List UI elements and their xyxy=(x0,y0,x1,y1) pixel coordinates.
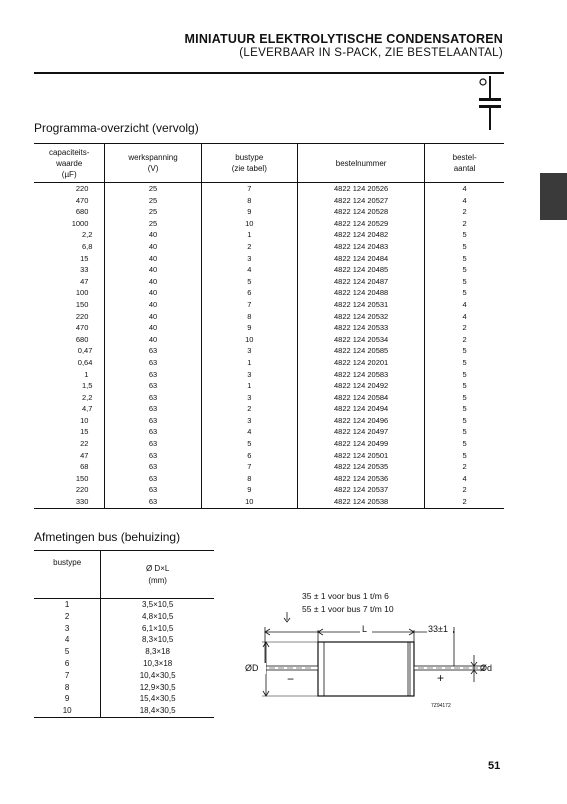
cell-voltage: 63 xyxy=(105,450,201,462)
cell-order-quantity: 5 xyxy=(425,253,504,265)
cell-case-type: 5 xyxy=(201,276,297,288)
table-row xyxy=(34,345,504,357)
cell-order-quantity: 5 xyxy=(425,369,504,381)
cell-case-type: 3 xyxy=(201,253,297,265)
dimensions-table xyxy=(34,550,214,718)
cell-capacitance: 0,47 xyxy=(77,346,93,356)
cell-capacitance: 1 xyxy=(84,369,89,379)
table-row xyxy=(34,426,504,438)
cell-order-number: 4822 124 20534 xyxy=(297,334,424,346)
table-row xyxy=(34,623,214,635)
cell-capacitance: 10 xyxy=(80,415,89,425)
cell-bustype: 6 xyxy=(64,658,70,668)
dim-label-33: 33±1 xyxy=(428,624,448,634)
cell-voltage: 63 xyxy=(105,357,201,369)
cell-order-number: 4822 124 20537 xyxy=(297,484,424,496)
cell-case-type: 9 xyxy=(201,322,297,334)
cell-order-quantity: 5 xyxy=(425,276,504,288)
col-dimensions: Ø D×L (mm) xyxy=(101,551,214,599)
cell-voltage: 40 xyxy=(105,241,201,253)
cell-dimensions: 10,4×30,5 xyxy=(101,670,214,682)
cell-capacitance: 470 xyxy=(75,195,89,205)
program-table xyxy=(34,143,504,509)
cell-voltage: 63 xyxy=(105,473,201,485)
cell-order-number: 4822 124 20494 xyxy=(297,403,424,415)
cell-capacitance: 47 xyxy=(80,276,89,286)
col-order-number: bestelnummer xyxy=(297,144,424,183)
page-title: MINIATUUR ELEKTROLYTISCHE CONDENSATOREN xyxy=(184,32,503,46)
cell-capacitance: 470 xyxy=(75,323,89,333)
table-row xyxy=(34,218,504,230)
header-rule xyxy=(34,72,504,74)
section-heading-program: Programma-overzicht (vervolg) xyxy=(34,121,199,135)
cell-voltage: 25 xyxy=(105,206,201,218)
drawing-code: 7Z94172 xyxy=(431,703,451,709)
cell-capacitance: 100 xyxy=(75,288,89,298)
cell-case-type: 1 xyxy=(201,357,297,369)
cell-capacitance: 68 xyxy=(80,462,89,472)
table-row xyxy=(34,392,504,404)
cell-order-number: 4822 124 20201 xyxy=(297,357,424,369)
drawing-note-2: 55 ± 1 voor bus 7 t/m 10 xyxy=(302,604,394,614)
cell-voltage: 25 xyxy=(105,195,201,207)
cell-order-number: 4822 124 20488 xyxy=(297,287,424,299)
cell-order-number: 4822 124 20529 xyxy=(297,218,424,230)
table-row xyxy=(34,264,504,276)
cell-order-quantity: 2 xyxy=(425,484,504,496)
cell-order-quantity: 4 xyxy=(425,311,504,323)
cell-order-number: 4822 124 20501 xyxy=(297,450,424,462)
cell-order-number: 4822 124 20485 xyxy=(297,264,424,276)
cell-voltage: 63 xyxy=(105,496,201,508)
polarity-plus: + xyxy=(437,671,445,685)
cell-order-quantity: 4 xyxy=(425,195,504,207)
cell-order-quantity: 5 xyxy=(425,426,504,438)
cell-case-type: 9 xyxy=(201,206,297,218)
cell-order-number: 4822 124 20532 xyxy=(297,311,424,323)
cell-order-number: 4822 124 20536 xyxy=(297,473,424,485)
cell-case-type: 4 xyxy=(201,426,297,438)
cell-order-quantity: 5 xyxy=(425,392,504,404)
cell-voltage: 40 xyxy=(105,276,201,288)
cell-order-number: 4822 124 20482 xyxy=(297,229,424,241)
cell-order-number: 4822 124 20487 xyxy=(297,276,424,288)
cell-case-type: 1 xyxy=(201,380,297,392)
cell-bustype: 10 xyxy=(34,705,101,717)
table-row xyxy=(34,380,504,392)
cell-capacitance: 0,64 xyxy=(77,357,93,367)
table-row xyxy=(34,484,504,496)
cell-bustype: 3 xyxy=(64,623,70,633)
cell-order-number: 4822 124 20538 xyxy=(297,496,424,508)
cell-order-quantity: 2 xyxy=(425,334,504,346)
cell-capacitance: 150 xyxy=(75,473,89,483)
cell-order-quantity: 5 xyxy=(425,438,504,450)
cell-voltage: 40 xyxy=(105,299,201,311)
table-row xyxy=(34,634,214,646)
cell-bustype: 4 xyxy=(64,635,70,645)
cell-order-quantity: 2 xyxy=(425,496,504,508)
cell-order-number: 4822 124 20584 xyxy=(297,392,424,404)
cell-dimensions: 8,3×18 xyxy=(101,646,214,658)
cell-capacitance: 22 xyxy=(80,439,89,449)
cell-voltage: 25 xyxy=(105,183,201,195)
cell-capacitance: 2,2 xyxy=(81,392,93,402)
cell-dimensions: 12,9×30,5 xyxy=(101,682,214,694)
cell-order-quantity: 5 xyxy=(425,241,504,253)
cell-capacitance: 15 xyxy=(80,427,89,437)
table-row xyxy=(34,611,214,623)
cell-case-type: 3 xyxy=(201,392,297,404)
col-voltage: werkspanning (V) xyxy=(105,144,201,183)
cell-voltage: 40 xyxy=(105,311,201,323)
cell-capacitance: 2,2 xyxy=(81,230,93,240)
cell-dimensions: 4,8×10,5 xyxy=(101,611,214,623)
table-row xyxy=(34,599,214,611)
table-row xyxy=(34,183,504,195)
thumb-tab-marker xyxy=(540,173,567,220)
cell-case-type: 7 xyxy=(201,299,297,311)
cell-bustype: 1 xyxy=(64,600,70,609)
section-heading-dimensions: Afmetingen bus (behuizing) xyxy=(34,530,181,544)
cell-case-type: 6 xyxy=(201,450,297,462)
cell-case-type: 8 xyxy=(201,311,297,323)
cell-order-number: 4822 124 20585 xyxy=(297,345,424,357)
cell-voltage: 40 xyxy=(105,287,201,299)
col-bustype: bustype xyxy=(34,551,101,599)
cell-voltage: 63 xyxy=(105,369,201,381)
table-row xyxy=(34,276,504,288)
cell-case-type: 10 xyxy=(201,218,297,230)
cell-voltage: 63 xyxy=(105,345,201,357)
cell-dimensions: 10,3×18 xyxy=(101,658,214,670)
table-row xyxy=(34,461,504,473)
page-subtitle: (LEVERBAAR IN S-PACK, ZIE BESTELAANTAL) xyxy=(239,47,503,59)
table-row xyxy=(34,403,504,415)
cell-voltage: 63 xyxy=(105,461,201,473)
cell-voltage: 63 xyxy=(105,392,201,404)
cell-case-type: 8 xyxy=(201,195,297,207)
cell-case-type: 10 xyxy=(201,334,297,346)
cell-voltage: 40 xyxy=(105,229,201,241)
cell-case-type: 2 xyxy=(201,241,297,253)
table-row xyxy=(34,311,504,323)
cell-voltage: 25 xyxy=(105,218,201,230)
table-row xyxy=(34,334,504,346)
cell-voltage: 63 xyxy=(105,380,201,392)
cell-dimensions: 8,3×10,5 xyxy=(101,634,214,646)
table-row xyxy=(34,415,504,427)
polarity-minus: − xyxy=(287,672,295,686)
cell-order-number: 4822 124 20497 xyxy=(297,426,424,438)
cell-capacitance: 1,5 xyxy=(81,381,93,391)
table-row xyxy=(34,682,214,694)
cell-voltage: 40 xyxy=(105,253,201,265)
cell-order-quantity: 4 xyxy=(425,183,504,195)
col-case-type: bustype (zie tabel) xyxy=(201,144,297,183)
cell-order-number: 4822 124 20496 xyxy=(297,415,424,427)
table-row xyxy=(34,496,504,508)
cell-order-quantity: 4 xyxy=(425,473,504,485)
table-row xyxy=(34,299,504,311)
cell-order-quantity: 5 xyxy=(425,415,504,427)
cell-order-quantity: 5 xyxy=(425,229,504,241)
table-row xyxy=(34,670,214,682)
cell-bustype: 5 xyxy=(64,647,70,657)
drawing-note-1: 35 ± 1 voor bus 1 t/m 6 xyxy=(302,591,389,601)
table-row xyxy=(34,693,214,705)
cell-order-number: 4822 124 20484 xyxy=(297,253,424,265)
cell-capacitance: 220 xyxy=(75,311,89,321)
cell-voltage: 63 xyxy=(105,415,201,427)
cell-bustype: 8 xyxy=(64,682,70,692)
table-row xyxy=(34,369,504,381)
cell-case-type: 3 xyxy=(201,369,297,381)
table-row xyxy=(34,357,504,369)
cell-order-quantity: 2 xyxy=(425,322,504,334)
cell-capacitance: 150 xyxy=(75,299,89,309)
table-row xyxy=(34,322,504,334)
cell-bustype: 7 xyxy=(64,670,70,680)
cell-order-number: 4822 124 20499 xyxy=(297,438,424,450)
cell-dimensions: 3,5×10,5 xyxy=(101,599,214,611)
cell-order-quantity: 5 xyxy=(425,380,504,392)
table-row xyxy=(34,450,504,462)
table-row xyxy=(34,195,504,207)
cell-order-quantity: 5 xyxy=(425,450,504,462)
cell-bustype: 2 xyxy=(64,611,70,621)
cell-case-type: 9 xyxy=(201,484,297,496)
cell-voltage: 40 xyxy=(105,264,201,276)
cell-case-type: 5 xyxy=(201,438,297,450)
cell-voltage: 63 xyxy=(105,403,201,415)
dim-label-diameter-body: ØD xyxy=(245,663,259,673)
cell-case-type: 10 xyxy=(201,496,297,508)
cell-capacitance: 330 xyxy=(34,496,105,508)
cell-case-type: 3 xyxy=(201,415,297,427)
cell-capacitance: 4,7 xyxy=(81,404,93,414)
cell-capacitance: 6,8 xyxy=(81,241,93,251)
cell-capacitance: 15 xyxy=(80,253,89,263)
cell-order-quantity: 2 xyxy=(425,461,504,473)
cell-order-quantity: 2 xyxy=(425,206,504,218)
cell-case-type: 8 xyxy=(201,473,297,485)
cell-order-quantity: 5 xyxy=(425,357,504,369)
dim-label-diameter-lead: Ød xyxy=(480,663,493,673)
cell-order-number: 4822 124 20531 xyxy=(297,299,424,311)
table-row xyxy=(34,287,504,299)
cell-voltage: 63 xyxy=(105,426,201,438)
cell-order-quantity: 5 xyxy=(425,345,504,357)
cell-order-number: 4822 124 20535 xyxy=(297,461,424,473)
cell-order-number: 4822 124 20528 xyxy=(297,206,424,218)
cell-order-number: 4822 124 20527 xyxy=(297,195,424,207)
cell-dimensions: 6,1×10,5 xyxy=(101,623,214,635)
cell-capacitance: 1000 xyxy=(71,218,89,228)
table-row xyxy=(34,253,504,265)
table-row xyxy=(34,241,504,253)
cell-capacitance: 220 xyxy=(75,184,89,193)
cell-capacitance: 680 xyxy=(75,207,89,217)
col-capacitance: capaciteits- waarde (µF) xyxy=(34,144,105,183)
capacitor-symbol-icon xyxy=(476,74,502,132)
table-row xyxy=(34,438,504,450)
cell-bustype: 9 xyxy=(64,694,70,704)
cell-capacitance: 220 xyxy=(75,485,89,495)
cell-dimensions: 15,4×30,5 xyxy=(101,693,214,705)
cell-voltage: 40 xyxy=(105,334,201,346)
cell-order-quantity: 5 xyxy=(425,264,504,276)
capacitor-dimension-drawing xyxy=(240,612,510,712)
cell-voltage: 40 xyxy=(105,322,201,334)
cell-case-type: 7 xyxy=(201,183,297,195)
cell-voltage: 63 xyxy=(105,484,201,496)
cell-voltage: 63 xyxy=(105,438,201,450)
cell-case-type: 7 xyxy=(201,461,297,473)
cell-order-number: 4822 124 20492 xyxy=(297,380,424,392)
col-order-quantity: bestel- aantal xyxy=(425,144,504,183)
cell-capacitance: 47 xyxy=(80,450,89,460)
cell-order-number: 4822 124 20526 xyxy=(297,183,424,195)
cell-capacitance: 33 xyxy=(80,265,89,275)
cell-order-quantity: 5 xyxy=(425,403,504,415)
table-row xyxy=(34,646,214,658)
page-number: 51 xyxy=(488,760,501,772)
dim-label-l: L xyxy=(362,624,368,634)
cell-order-number: 4822 124 20483 xyxy=(297,241,424,253)
cell-case-type: 6 xyxy=(201,287,297,299)
cell-case-type: 2 xyxy=(201,403,297,415)
table-row xyxy=(34,473,504,485)
cell-case-type: 4 xyxy=(201,264,297,276)
cell-dimensions: 18,4×30,5 xyxy=(101,705,214,717)
cell-order-number: 4822 124 20533 xyxy=(297,322,424,334)
cell-order-quantity: 5 xyxy=(425,287,504,299)
table-row xyxy=(34,705,214,717)
cell-case-type: 1 xyxy=(201,229,297,241)
cell-order-quantity: 4 xyxy=(425,299,504,311)
cell-order-number: 4822 124 20583 xyxy=(297,369,424,381)
cell-capacitance: 680 xyxy=(75,334,89,344)
table-row xyxy=(34,658,214,670)
table-row xyxy=(34,229,504,241)
table-row xyxy=(34,206,504,218)
cell-order-quantity: 2 xyxy=(425,218,504,230)
cell-case-type: 3 xyxy=(201,345,297,357)
